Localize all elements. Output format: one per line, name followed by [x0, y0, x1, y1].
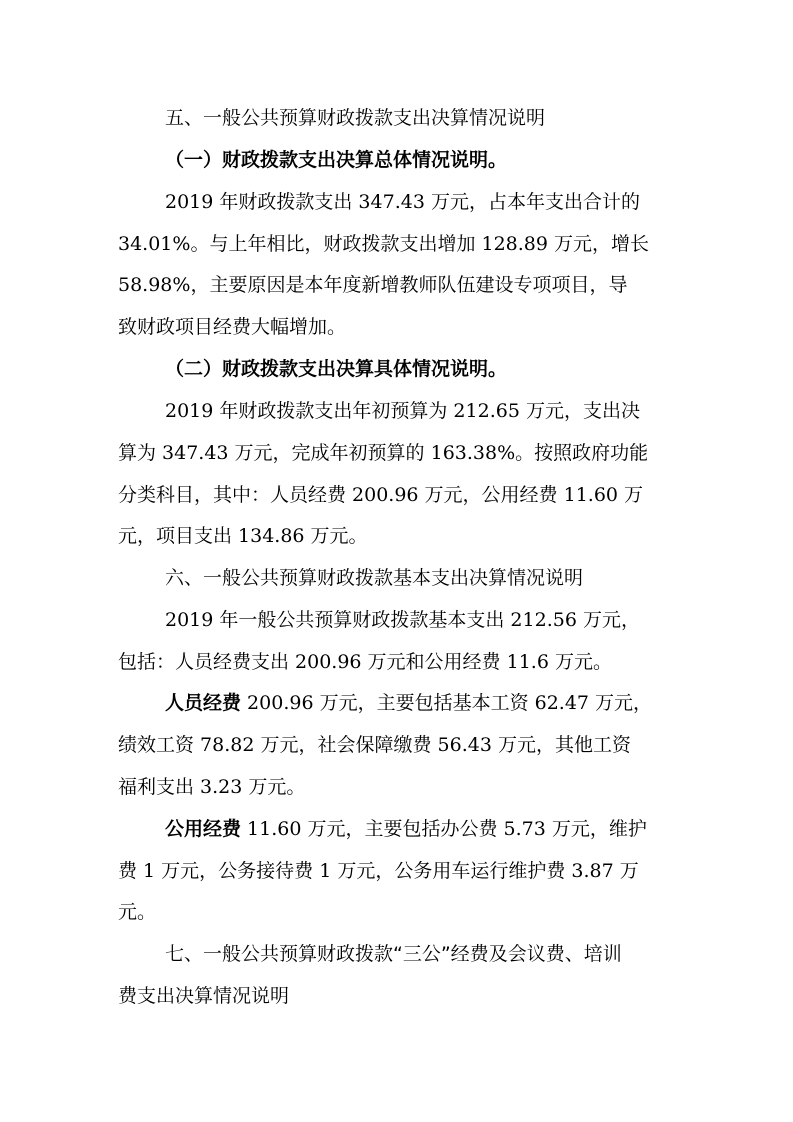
paragraph-line: 元。: [118, 901, 157, 923]
public-expense-text: 11.60 万元，主要包括办公费 5.73 万元，维护: [241, 818, 647, 840]
public-expense-line: [165, 815, 647, 843]
paragraph-line: 费 1 万元，公务接待费 1 万元，公务用车运行维护费 3.87 万: [118, 860, 639, 882]
paragraph-line: 2019 年财政拨款支出年初预算为 212.65 万元，支出决: [165, 400, 640, 422]
personnel-expense-line: [165, 689, 652, 717]
section7-title-cont: 费支出决算情况说明: [118, 985, 290, 1007]
paragraph-line: 算为 347.43 万元，完成年初预算的 163.38%。按照政府功能: [118, 442, 649, 464]
paragraph-line: 58.98%，主要原因是本年度新增教师队伍建设专项项目，导: [118, 274, 628, 296]
section6-title: 六、一般公共预算财政拨款基本支出决算情况说明: [165, 567, 584, 589]
paragraph-line: 2019 年一般公共预算财政拨款基本支出 212.56 万元，: [165, 609, 640, 631]
paragraph-line: 分类科目，其中：人员经费 200.96 万元，公用经费 11.60 万: [118, 484, 644, 506]
section5-title: 五、一般公共预算财政拨款支出决算情况说明: [165, 107, 546, 129]
section5-sub2-title: （二）财政拨款支出决算具体情况说明。: [165, 358, 508, 380]
paragraph-line: 包括：人员经费支出 200.96 万元和公用经费 11.6 万元。: [118, 651, 612, 673]
personnel-expense-label: 人员经费: [165, 692, 242, 714]
paragraph-line: 福利支出 3.23 万元。: [118, 776, 306, 798]
paragraph-line: 致财政项目经费大幅增加。: [118, 316, 347, 338]
section7-title: 七、一般公共预算财政拨款“三公”经费及会议费、培训: [165, 943, 622, 965]
paragraph-line: 34.01%。与上年相比，财政拨款支出增加 128.89 万元，增长: [118, 233, 650, 255]
paragraph-line: 元，项目支出 134.86 万元。: [118, 525, 368, 547]
section5-sub1-title: （一）财政拨款支出决算总体情况说明。: [165, 149, 508, 171]
paragraph-line: 2019 年财政拨款支出 347.43 万元，占本年支出合计的: [165, 191, 640, 213]
public-expense-label: 公用经费: [165, 818, 242, 840]
paragraph-line: 绩效工资 78.82 万元，社会保障缴费 56.43 万元，其他工资: [118, 734, 631, 756]
personnel-expense-text: 200.96 万元，主要包括基本工资 62.47 万元，: [241, 692, 653, 714]
